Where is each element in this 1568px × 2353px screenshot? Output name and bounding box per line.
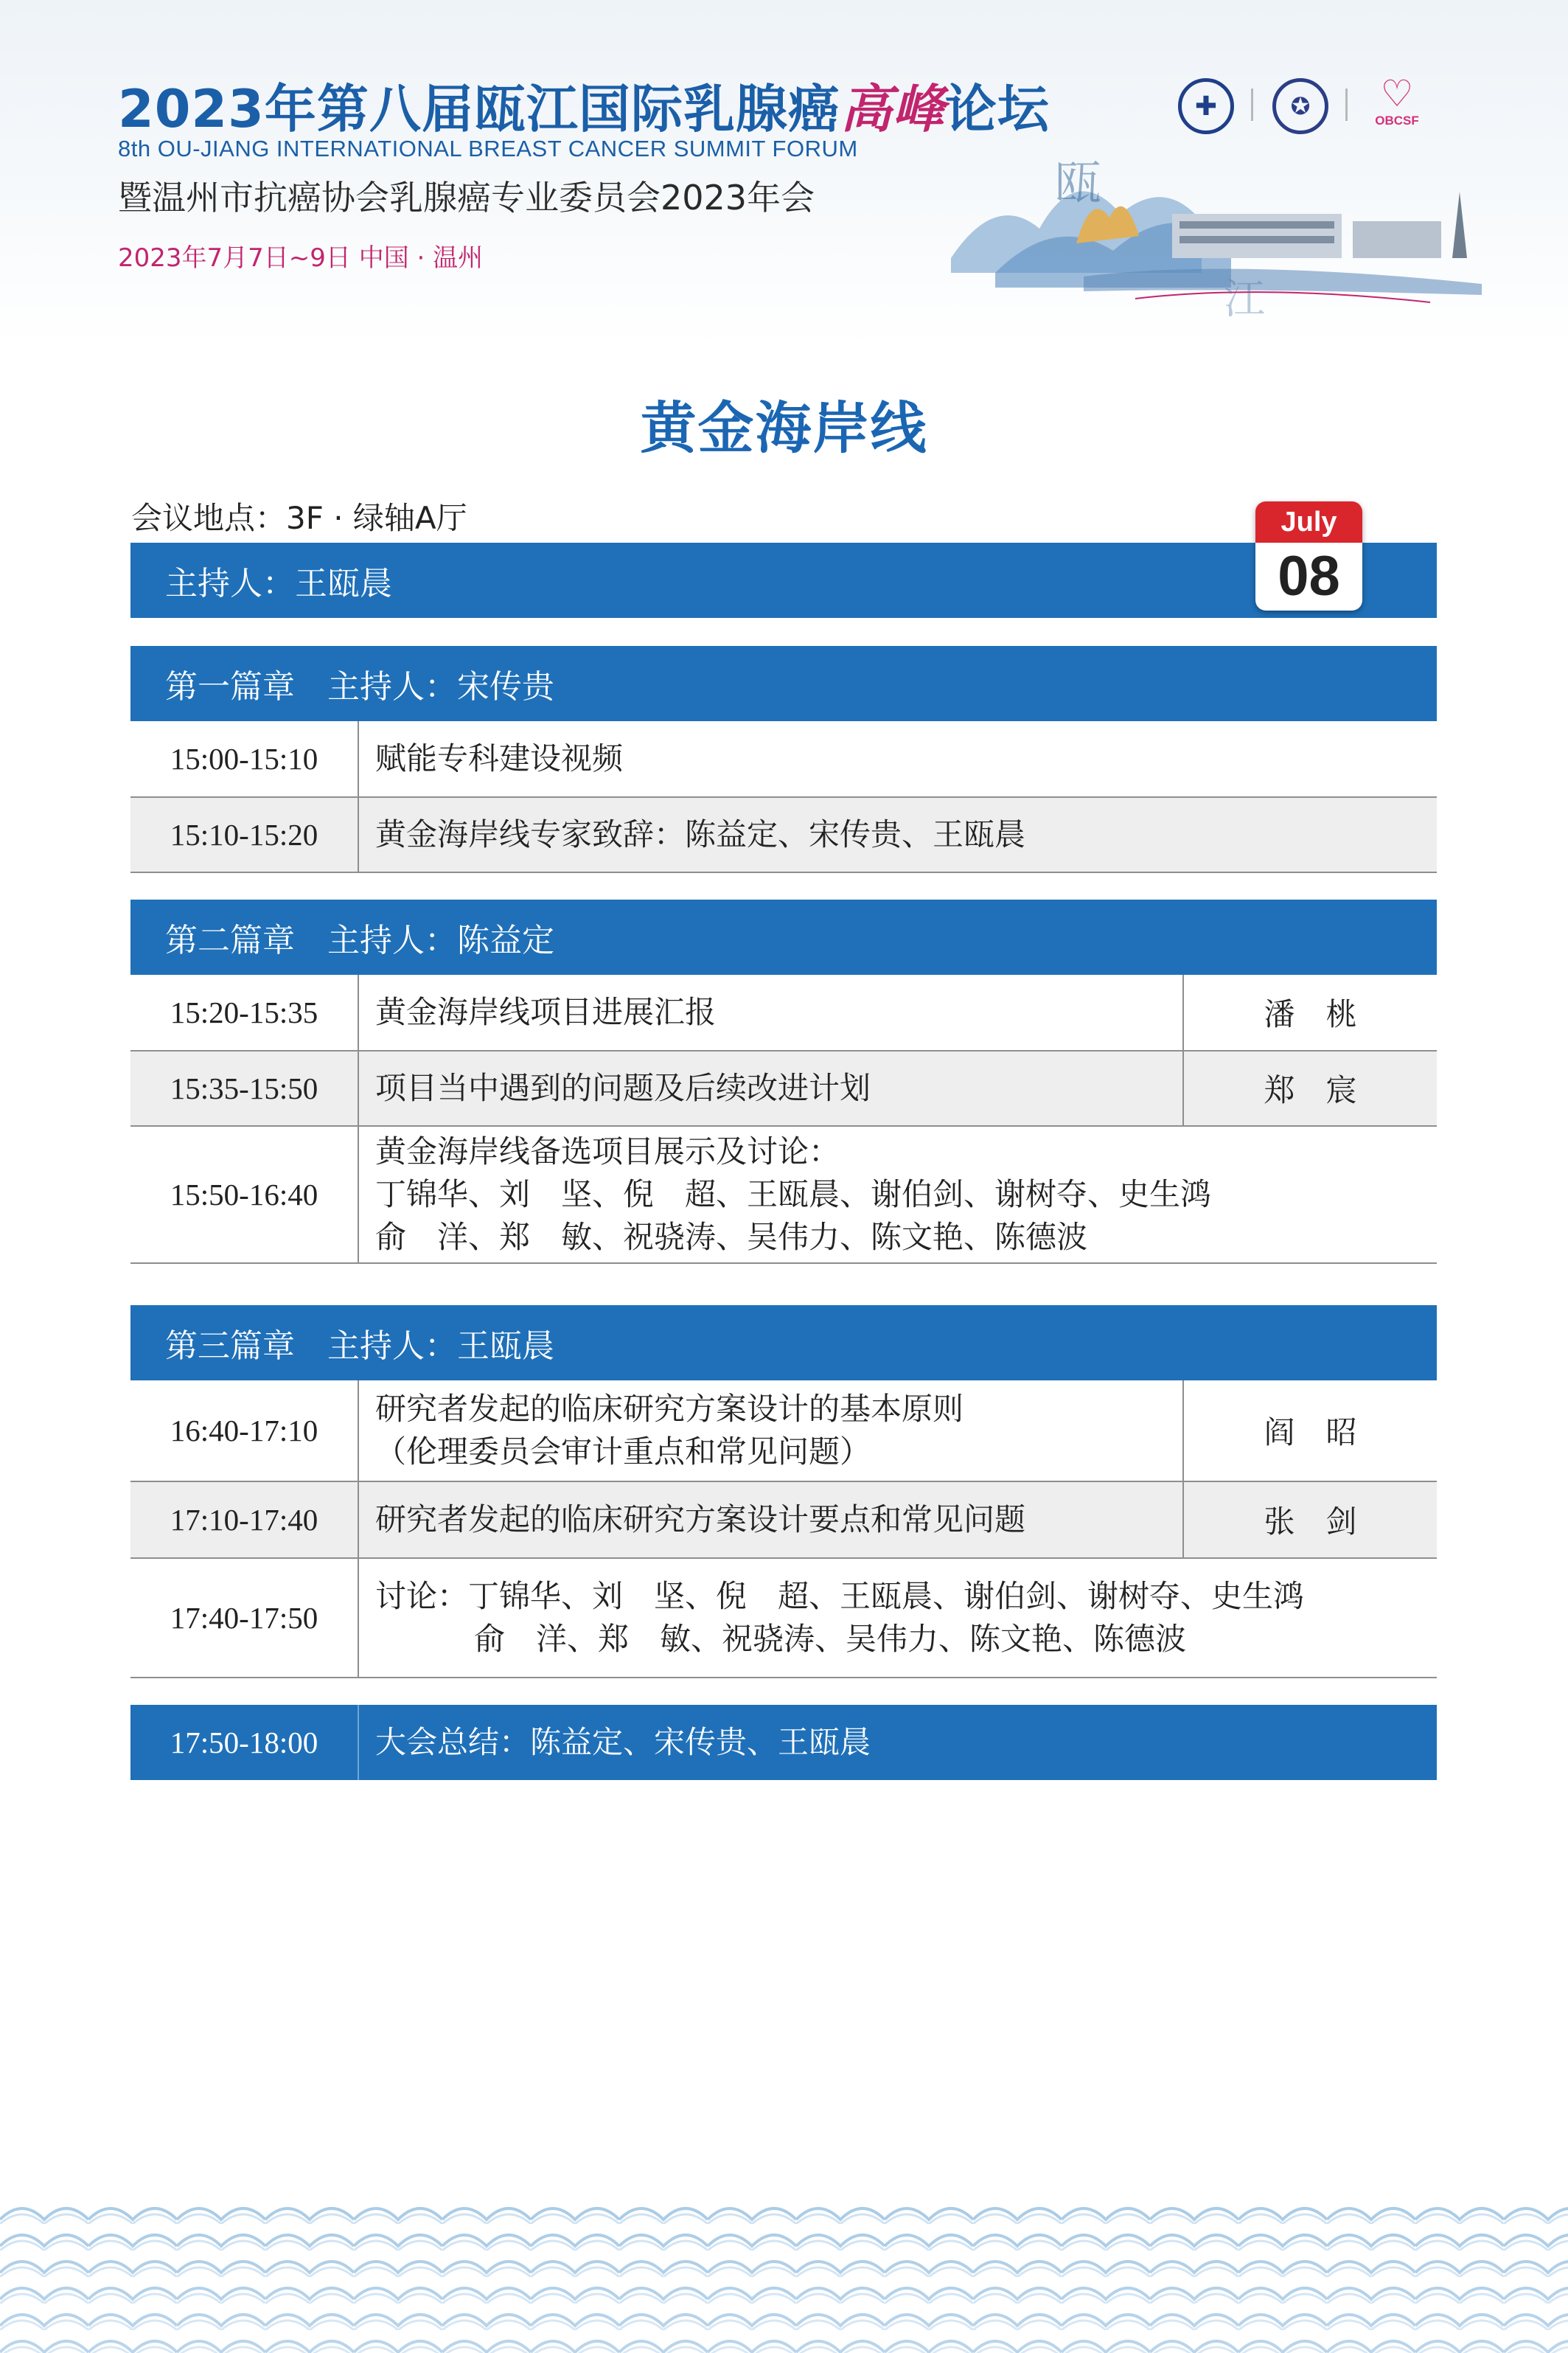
row-speaker: 阎 昭 [1182,1380,1437,1481]
schedule-row [130,975,1437,1052]
schedule-row [130,1127,1437,1264]
hospital-logo-icon: ✚ [1178,78,1234,134]
row-topic [375,1127,1437,1262]
chapter-header [130,900,1437,975]
closing-row [130,1705,1437,1780]
logo-divider [1251,88,1253,121]
obcsf-logo-label: OBCSF [1375,114,1419,128]
schedule-row [130,1380,1437,1482]
forum-title: 2023年第八届瓯江国际乳腺癌高峰论坛 [118,78,1050,139]
obcsf-logo [1367,74,1426,128]
schedule-row [130,1052,1437,1127]
topic-text: 赋能专科建设视频 [375,740,624,776]
topic-line: 讨论：丁锦华、刘 坚、倪 超、王瓯晨、谢伯剑、谢树夺、史生鸿 [375,1578,1305,1614]
chapter-label: 第三篇章 [165,1327,295,1365]
row-time: 15:20-15:35 [130,975,359,1050]
logo-divider [1345,88,1348,121]
forum-title-english: 8th OU-JIANG INTERNATIONAL BREAST CANCER SUMMIT FORUM [118,136,858,161]
association-seal-icon: ✪ [1272,78,1328,134]
row-speaker: 郑 宸 [1182,1052,1437,1125]
row-speaker: 潘 桃 [1182,975,1437,1050]
row-topic [375,1052,1184,1125]
row-topic [375,721,1437,796]
chapter-host: 主持人：陈益定 [327,922,554,959]
forum-subtitle: 暨温州市抗癌协会乳腺癌专业委员会2023年会 [118,178,815,218]
row-topic [375,798,1437,872]
chapter-label: 第二篇章 [165,922,295,959]
row-topic [375,1380,1184,1481]
topic-text: 研究者发起的临床研究方案设计要点和常见问题 [375,1501,1026,1537]
main-host-label: 主持人：王瓯晨 [165,565,392,602]
topic-line: 俞 洋、郑 敏、祝骁涛、吴伟力、陈文艳、陈德波 [474,1621,1187,1657]
topic-line: （伦理委员会审计重点和常见问题） [375,1433,871,1470]
topic-text: 黄金海岸线专家致辞：陈益定、宋传贵、王瓯晨 [375,816,1026,852]
date-badge [1255,501,1362,611]
topic-text: 黄金海岸线项目进展汇报 [375,994,717,1030]
topic-line: 黄金海岸线备选项目展示及讨论： [375,1133,840,1169]
venue-label: 会议地点：3F · 绿轴A厅 [131,500,467,536]
badge-day: 08 [1278,545,1340,608]
row-speaker: 张 剑 [1182,1482,1437,1557]
badge-month: July [1255,501,1362,543]
schedule-row [130,1482,1437,1559]
row-time: 15:10-15:20 [130,798,359,872]
scenery-calligraphy-text: 瓯 [1054,156,1101,211]
row-time: 17:50-18:00 [130,1705,359,1780]
row-time: 15:00-15:10 [130,721,359,796]
row-time: 15:35-15:50 [130,1052,359,1125]
topic-line: 俞 洋、郑 敏、祝骁涛、吴伟力、陈文艳、陈德波 [375,1219,1088,1255]
chapter-label: 第一篇章 [165,668,295,706]
row-time: 17:40-17:50 [130,1559,359,1677]
schedule-row [130,1559,1437,1678]
forum-date-location: 2023年7月7日~9日 中国 · 温州 [118,243,484,273]
row-time: 15:50-16:40 [130,1127,359,1262]
forum-header [0,0,1568,347]
pink-ribbon-heart-icon: ♡ [1380,72,1414,115]
oujiang-landscape-illustration [951,147,1511,324]
chapter-header [130,646,1437,721]
schedule-row [130,721,1437,798]
row-topic [375,1559,1437,1677]
main-host-band [130,543,1437,618]
topic-line: 研究者发起的临床研究方案设计的基本原则 [375,1391,964,1427]
row-topic [375,1705,1437,1780]
chapter-header [130,1305,1437,1380]
row-time: 17:10-17:40 [130,1482,359,1557]
row-topic [375,975,1184,1050]
topic-text: 大会总结：陈益定、宋传贵、王瓯晨 [375,1724,871,1760]
row-topic [375,1482,1184,1557]
schedule-row [130,798,1437,873]
scenery-calligraphy-text: 江 [1224,276,1265,324]
row-time: 16:40-17:10 [130,1380,359,1481]
chapter-host: 主持人：王瓯晨 [327,1327,554,1365]
chapter-host: 主持人：宋传贵 [327,668,554,706]
topic-text: 项目当中遇到的问题及后续改进计划 [375,1070,871,1106]
topic-line: 丁锦华、刘 坚、倪 超、王瓯晨、谢伯剑、谢树夺、史生鸿 [375,1176,1212,1212]
wave-pattern-footer [0,2197,1568,2353]
session-title: 黄金海岸线 [640,395,928,461]
